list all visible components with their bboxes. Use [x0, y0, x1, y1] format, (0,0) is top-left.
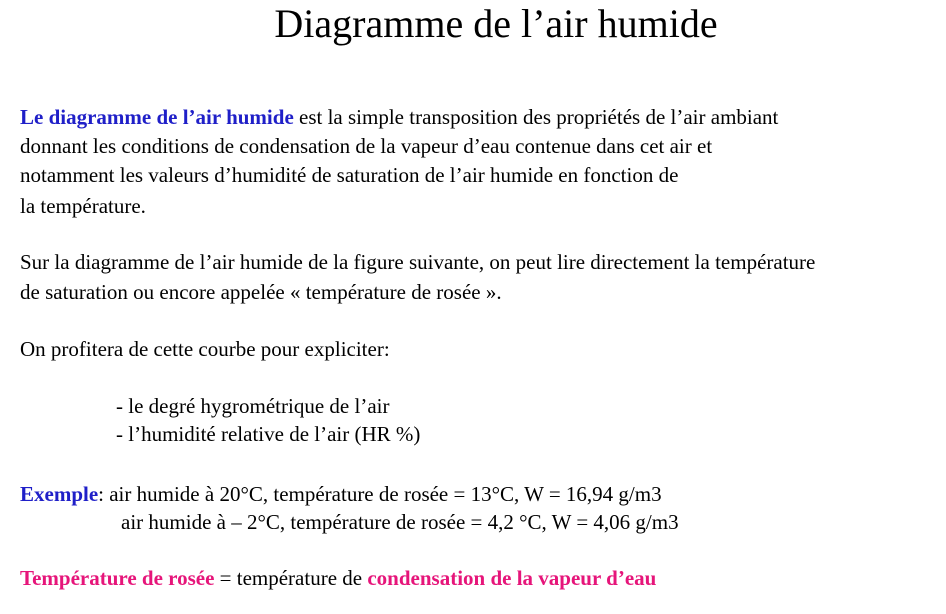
- example-line-1: [20, 481, 662, 507]
- paragraph-1-line-1-text: est la simple transposition des propriétés de l’air ambiant: [293, 105, 779, 129]
- paragraph-2-line-2: de saturation ou encore appelée « température de rosée ».: [20, 280, 502, 304]
- example-line-2: air humide à – 2°C, température de rosée = 4,2 °C, W = 4,06 g/m3: [121, 510, 679, 534]
- example-line-1-text: : air humide à 20°C, température de rosée = 13°C, W = 16,94 g/m3: [98, 482, 662, 506]
- definition-line: [20, 565, 656, 591]
- paragraph-1-line-4: la température.: [20, 194, 146, 218]
- term-temperature-rosee: Température de rosée: [20, 566, 215, 590]
- list-item: - l’humidité relative de l’air (HR %): [116, 422, 421, 446]
- paragraph-3-intro: On profitera de cette courbe pour expliciter:: [20, 337, 390, 361]
- term-condensation: condensation de la vapeur d’eau: [367, 566, 657, 590]
- paragraph-1-line-3: notamment les valeurs d’humidité de saturation de l’air humide en fonction de: [20, 163, 679, 187]
- page-title: Diagramme de l’air humide: [274, 1, 718, 46]
- term-diagramme-air-humide: Le diagramme de l’air humide: [20, 105, 294, 129]
- definition-middle-text: = température de: [214, 566, 368, 590]
- example-label: Exemple: [20, 482, 99, 506]
- list-item: - le degré hygrométrique de l’air: [116, 394, 390, 418]
- paragraph-1-line-2: donnant les conditions de condensation de la vapeur d’eau contenue dans cet air et: [20, 134, 713, 158]
- paragraph-1-line-1: [20, 104, 778, 130]
- paragraph-2-line-1: Sur la diagramme de l’air humide de la figure suivante, on peut lire directement la température: [20, 250, 816, 274]
